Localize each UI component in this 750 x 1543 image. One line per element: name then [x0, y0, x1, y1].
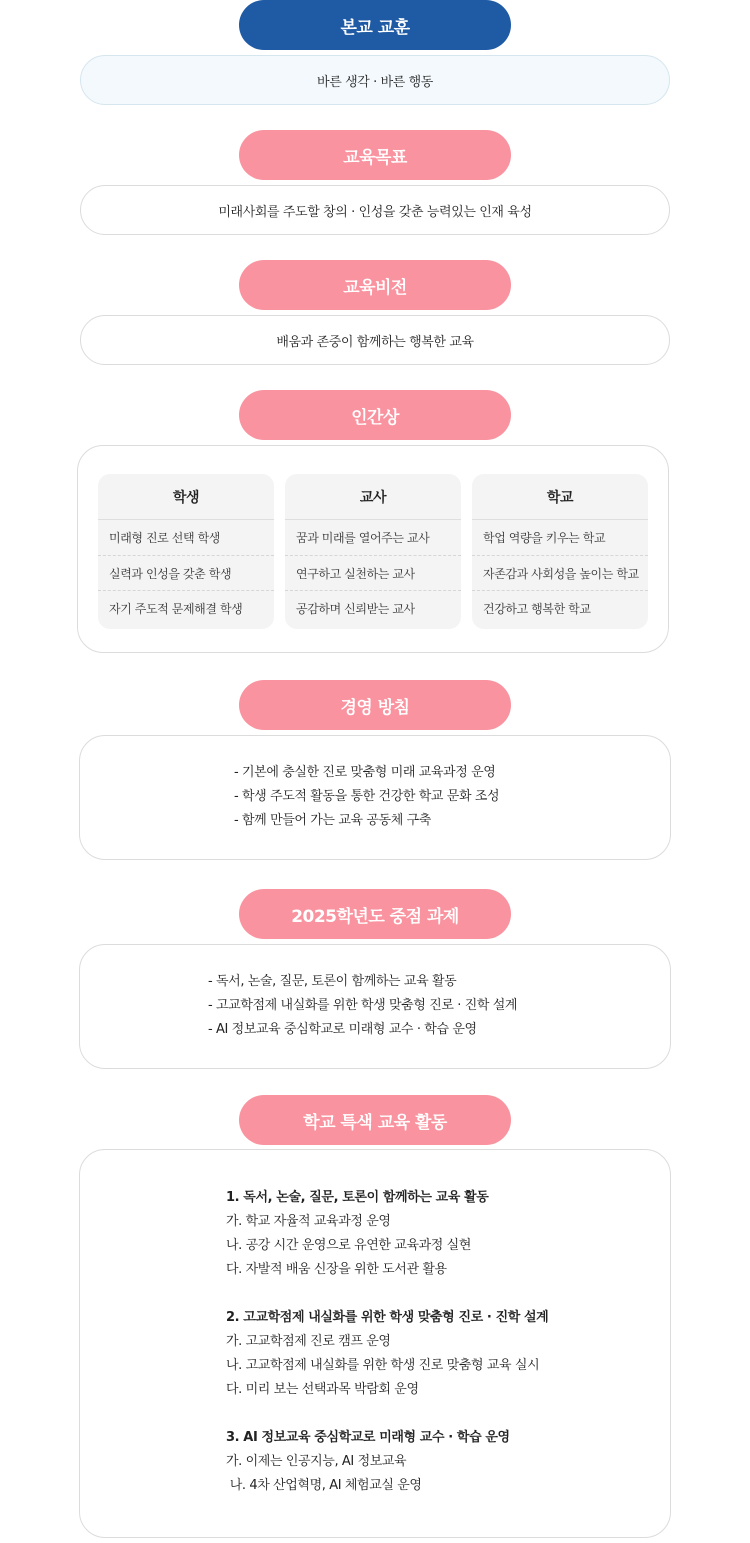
ideal-card-item: 건강하고 행복한 학교	[472, 590, 648, 625]
policy-box	[79, 735, 671, 860]
features-list	[226, 1186, 548, 1498]
ideal-card-item: 꿈과 미래를 열어주는 교사	[296, 531, 430, 545]
ideal-card-item: 공감하며 신뢰받는 교사	[285, 590, 461, 625]
policy-line: - 기본에 충실한 진로 맞춤형 미래 교육과정 운영	[234, 765, 496, 780]
features-group-item: 가. 고교학점제 진로 캠프 운영	[226, 1334, 391, 1349]
policy-list	[234, 761, 499, 833]
ideal-card-teacher	[285, 474, 461, 629]
motto-title: 본교 교훈	[239, 0, 511, 50]
ideal-box	[77, 445, 669, 653]
vision-text: 배움과 존중이 함께하는 행복한 교육	[80, 315, 670, 365]
ideal-card-title: 교사	[285, 474, 461, 520]
policy-line: - 함께 만들어 가는 교육 공동체 구축	[234, 813, 431, 828]
ideal-card-item: 자기 주도적 문제해결 학생	[98, 590, 274, 625]
features-group-item: 나. 공강 시간 운영으로 유연한 교육과정 실현	[226, 1238, 471, 1253]
tasks-line: - AI 정보교육 중심학교로 미래형 교수 · 학습 운영	[208, 1022, 477, 1037]
tasks-title: 2025학년도 중점 과제	[239, 889, 511, 939]
ideal-card-title: 학교	[472, 474, 648, 520]
ideal-card-student	[98, 474, 274, 629]
features-group-item: 가. 학교 자율적 교육과정 운영	[226, 1214, 391, 1229]
tasks-list	[208, 970, 517, 1042]
goal-text: 미래사회를 주도할 창의 · 인성을 갖춘 능력있는 인재 육성	[80, 185, 670, 235]
policy-title: 경영 방침	[239, 680, 511, 730]
goal-title: 교육목표	[239, 130, 511, 180]
features-group-heading: 3. AI 정보교육 중심학교로 미래형 교수 · 학습 운영	[226, 1430, 510, 1445]
ideal-card-item: 미래형 진로 선택 학생	[109, 531, 220, 545]
features-group-item: 나. 4차 산업혁명, AI 체험교실 운영	[226, 1478, 422, 1493]
features-group-heading: 2. 고교학점제 내실화를 위한 학생 맞춤형 진로 · 진학 설계	[226, 1310, 549, 1325]
features-group-item: 다. 자발적 배움 신장을 위한 도서관 활용	[226, 1262, 447, 1277]
ideal-card-title: 학생	[98, 474, 274, 520]
policy-line: - 학생 주도적 활동을 통한 건강한 학교 문화 조성	[234, 789, 500, 804]
motto-text: 바른 생각 · 바른 행동	[80, 55, 670, 105]
ideal-card-item: 학업 역량을 키우는 학교	[483, 531, 606, 545]
ideal-card-item: 자존감과 사회성을 높이는 학교	[472, 555, 648, 590]
ideal-card-school	[472, 474, 648, 629]
features-box	[79, 1149, 671, 1538]
features-group-heading: 1. 독서, 논술, 질문, 토론이 함께하는 교육 활동	[226, 1190, 489, 1205]
tasks-box	[79, 944, 671, 1069]
ideal-card-item: 연구하고 실천하는 교사	[285, 555, 461, 590]
features-group-item: 가. 이제는 인공지능, AI 정보교육	[226, 1454, 407, 1469]
vision-title: 교육비전	[239, 260, 511, 310]
tasks-line: - 고교학점제 내실화를 위한 학생 맞춤형 진로 · 진학 설계	[208, 998, 518, 1013]
ideal-title: 인간상	[239, 390, 511, 440]
features-title: 학교 특색 교육 활동	[239, 1095, 511, 1145]
features-group-item: 나. 고교학점제 내실화를 위한 학생 진로 맞춤형 교육 실시	[226, 1358, 540, 1373]
features-group-item: 다. 미리 보는 선택과목 박람회 운영	[226, 1382, 419, 1397]
tasks-line: - 독서, 논술, 질문, 토론이 함께하는 교육 활동	[208, 974, 457, 989]
ideal-card-item: 실력과 인성을 갖춘 학생	[98, 555, 274, 590]
